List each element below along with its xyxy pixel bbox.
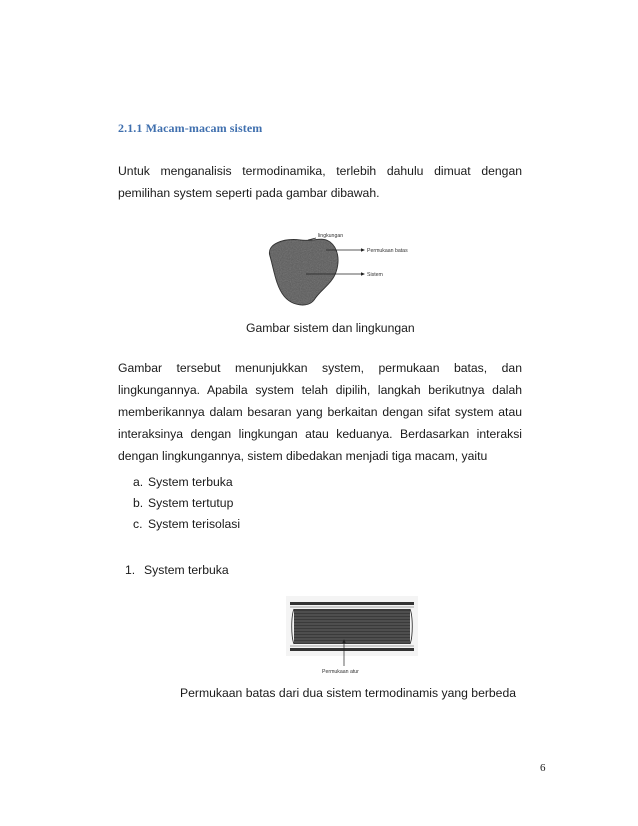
page-number: 6 [540,762,546,774]
body-paragraph: Gambar tersebut menunjukkan system, permukaan batas, dan lingkungannya. Apabila system telah dipilih, langkah berikutnya dalah memberikannya dalam besaran yang berkaitan dengan sifat system atau interaksinya dengan lingkungan atau keduanya. Berdasarkan interaksi dengan lingkungannya, sistem dibedakan menjadi tiga macam, yaitu [118,361,522,463]
arrow-permukaan-head [361,248,365,251]
figure2-caption: Permukaan batas dari dua sistem termodinamis yang berbeda [180,686,517,700]
system-environment-diagram [256,226,416,312]
label-permukaan-batas: Permukaan batas [367,248,408,254]
figure1-caption: Gambar sistem dan lingkungan [246,321,415,335]
boundary-surface-diagram [286,596,418,678]
list-item: c. System terisolasi [133,517,241,531]
top-plate [290,602,414,605]
label-lingkungan: lingkungan [318,233,344,239]
bottom-plate [290,648,414,651]
arrow-sistem-head [361,272,365,275]
section-heading: 2.1.1 Macam-macam sistem [118,121,263,135]
intro-paragraph: Untuk menganalisis termodinamika, terlebih dahulu dimuat dengan pemilihan system seperti pada gambar dibawah. [118,164,522,200]
system-types-list [133,472,240,535]
label-permukaan-atur: Permukaan atur [322,669,359,675]
numbered-heading: 1. System terbuka [125,563,229,577]
list-item: a. System terbuka [133,475,233,489]
label-sistem: Sistem [367,272,383,278]
list-item: b. System tertutup [133,496,234,510]
